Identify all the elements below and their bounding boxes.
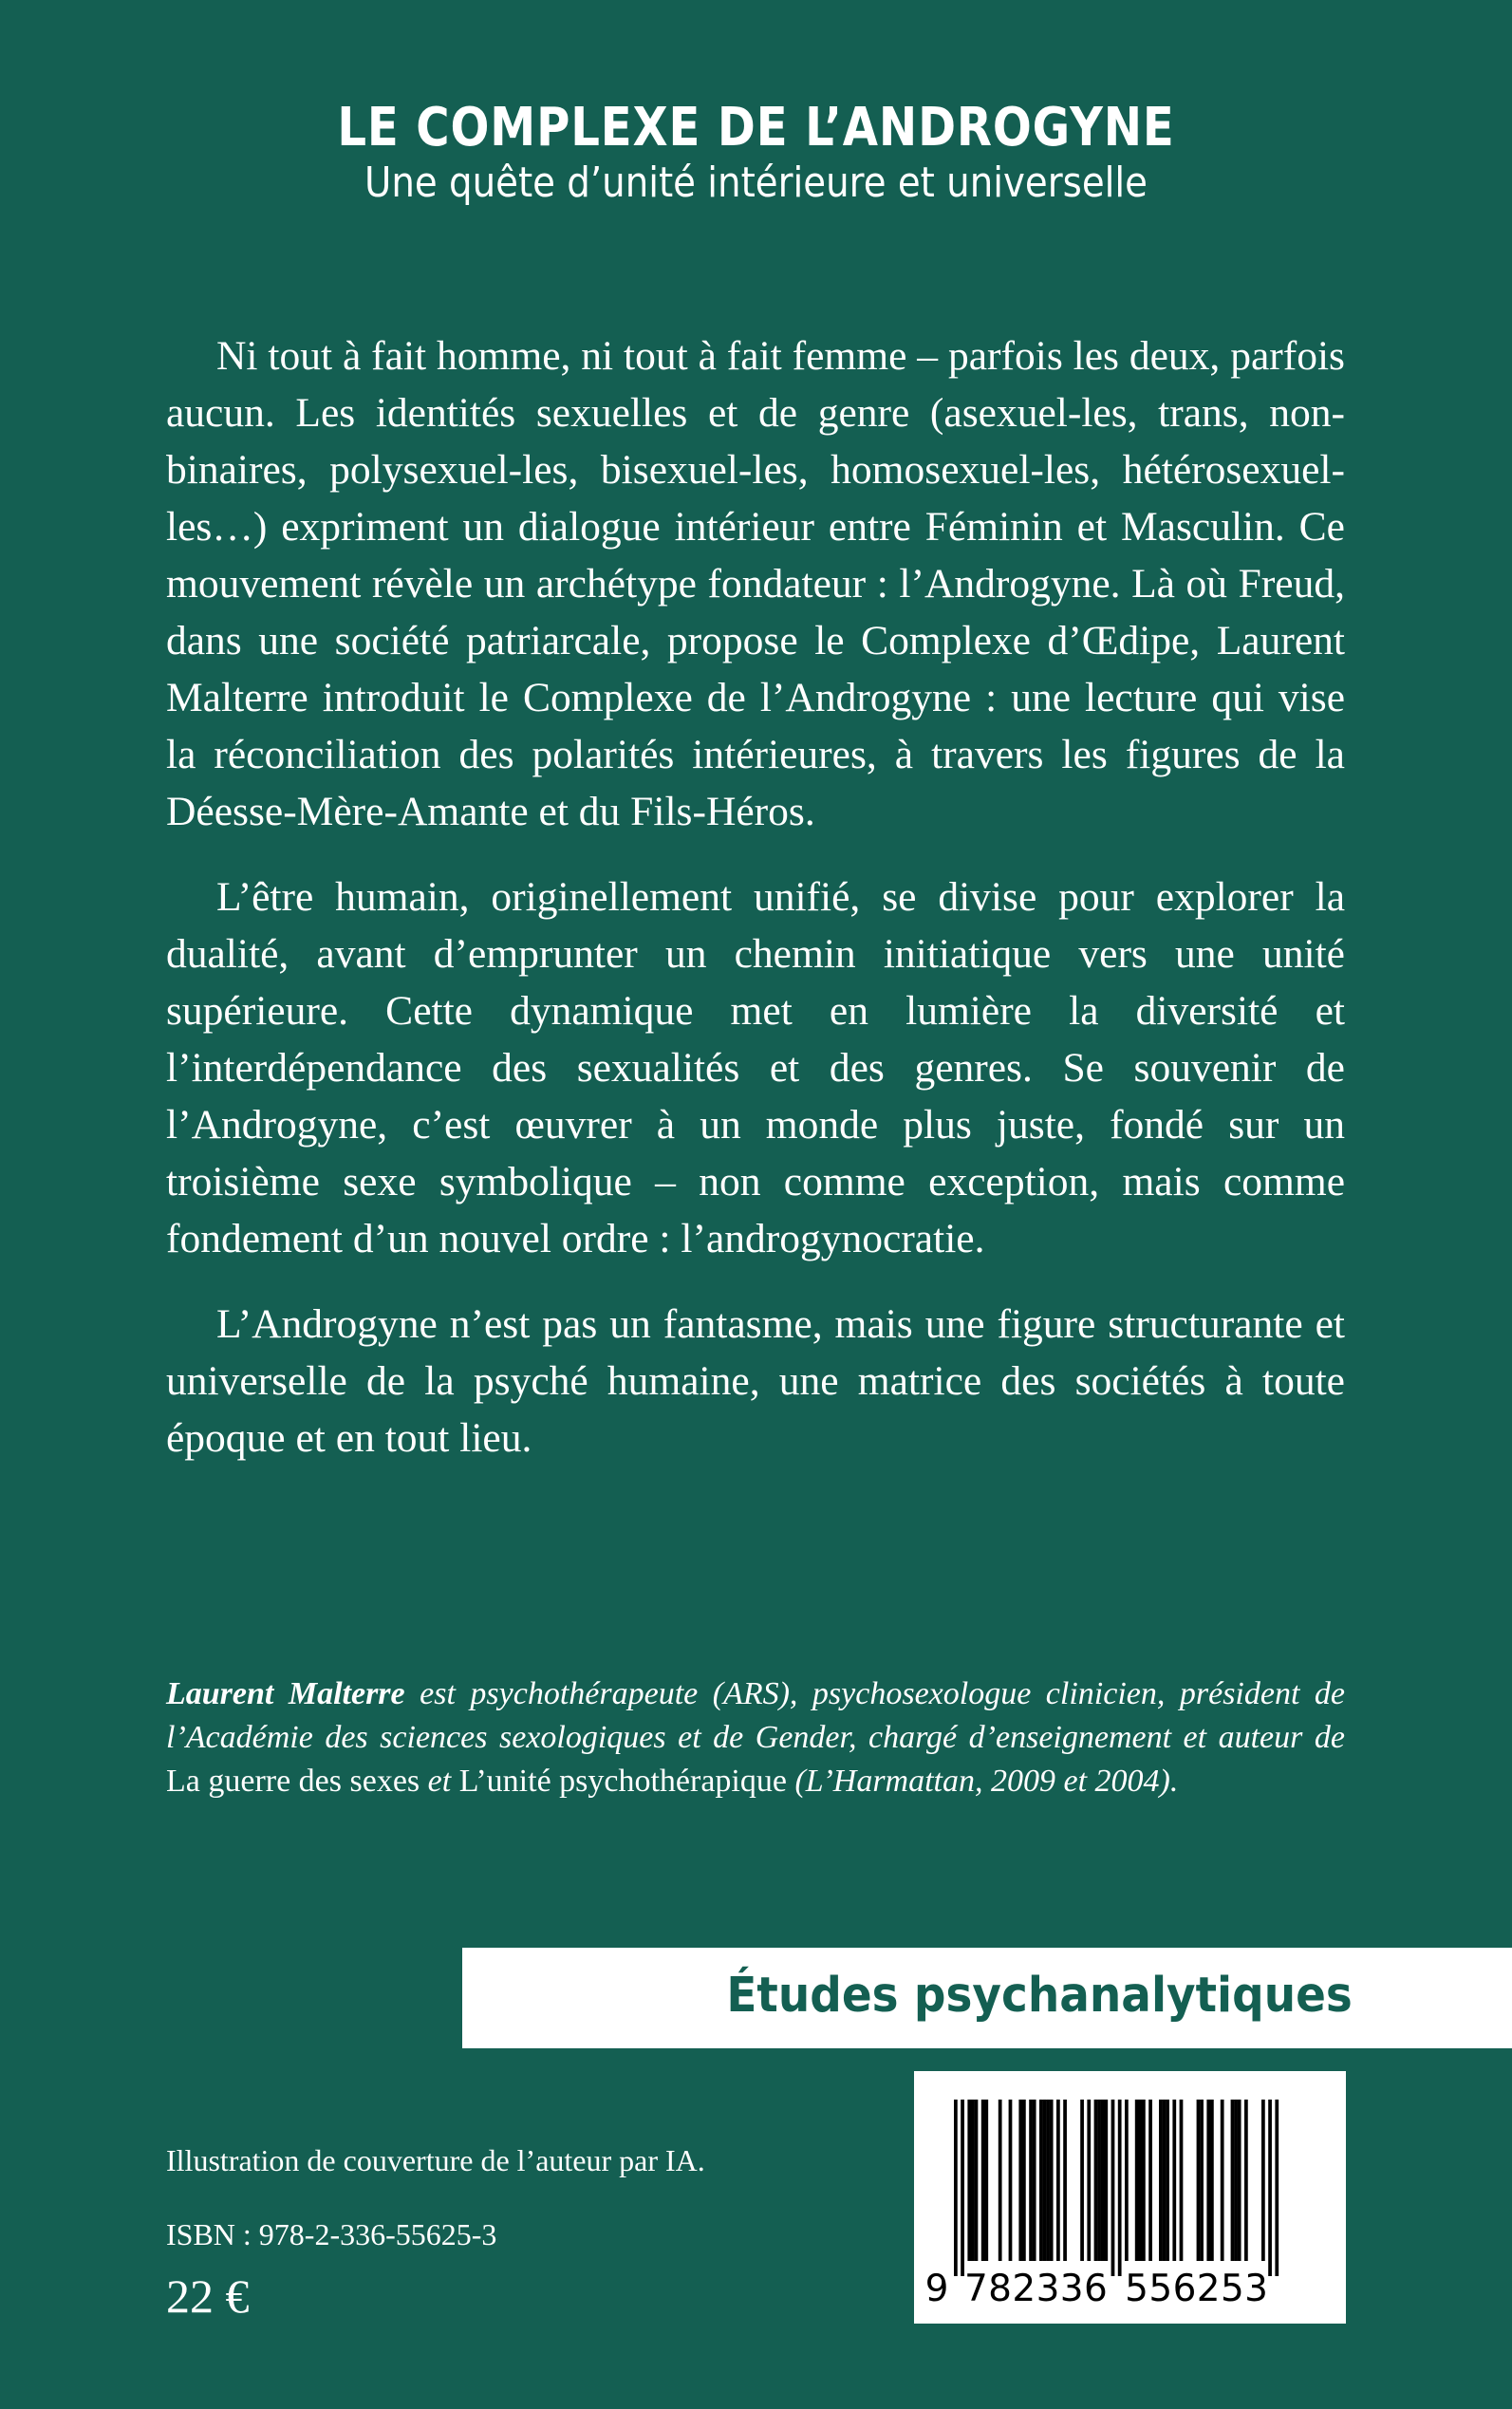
book-subtitle: Une quête d’unité intérieure et universelle: [364, 159, 1148, 207]
barcode-bar: [1097, 2100, 1101, 2261]
barcode-digit: 3: [1059, 2268, 1084, 2310]
barcode-bar: [1022, 2100, 1026, 2261]
summary-text: [166, 327, 1345, 1495]
barcode-digit: 8: [988, 2268, 1013, 2310]
barcode-bar: [1275, 2100, 1279, 2276]
barcode-bar: [1163, 2100, 1167, 2261]
barcode-digit: 5: [1220, 2268, 1244, 2310]
book-title: LE COMPLEXE DE L’ANDROGYNE: [337, 97, 1175, 159]
barcode-bar: [1043, 2100, 1047, 2261]
barcode-digit: 9: [924, 2268, 949, 2310]
barcode-bar: [1261, 2100, 1265, 2261]
cover-credit: Illustration de couverture de l’auteur par IA.: [166, 2143, 705, 2177]
barcode-bar: [1210, 2100, 1214, 2261]
barcode-bar: [1050, 2100, 1054, 2261]
barcode-bar: [1135, 2100, 1139, 2261]
barcode-bar: [1087, 2100, 1091, 2261]
barcode-bar: [1180, 2100, 1184, 2261]
author-bio: [166, 1672, 1345, 1803]
barcode-bar: [1234, 2100, 1238, 2261]
barcode-bar: [1244, 2100, 1248, 2261]
barcode-bar: [1009, 2100, 1013, 2261]
barcode-bar: [1172, 2100, 1176, 2261]
summary-paragraph: L’Androgyne n’est pas un fantasme, mais une figure structurante et universelle de la psyché humaine, une matrice des sociétés à toute époque et en tout lieu.: [166, 1301, 1345, 1461]
author-name: Laurent Malterre: [166, 1676, 405, 1711]
barcode-bar: [1056, 2100, 1060, 2261]
series-band: [462, 1948, 1512, 2048]
barcode-bar: [1101, 2100, 1105, 2261]
barcode-bar: [1206, 2100, 1210, 2261]
barcode-bar: [1063, 2100, 1067, 2261]
barcode-graphic: [914, 2071, 1346, 2324]
barcode-bar: [1238, 2100, 1241, 2261]
barcode-bar: [981, 2100, 985, 2261]
barcode-bar: [1033, 2100, 1036, 2261]
bio-text: (L’Harmattan, 2009 et 2004).: [786, 1764, 1179, 1799]
barcode-bar: [1197, 2100, 1201, 2261]
barcode-bar: [971, 2100, 975, 2261]
barcode-bar: [1018, 2100, 1022, 2261]
summary-paragraph: L’être humain, originellement unifié, se divise pour explorer la dualité, avant d’emprunter un chemin initiatique vers une unité supérieure. Cette dynamique met en lumière la diversité et l’interdépendance des sexualités et des genres. Se souvenir de l’Androgyne, c’est œuvrer à un monde plus juste, fondé sur un troisième sexe symbolique – non comme exception, mais comme fondement d’un nouvel ordre : l’androgynocratie.: [166, 874, 1345, 1261]
barcode-bar: [1111, 2100, 1115, 2276]
barcode-digit: 3: [1036, 2268, 1060, 2310]
barcode-bar: [1148, 2100, 1152, 2261]
barcode-bar: [1039, 2100, 1043, 2261]
barcode-bar: [961, 2100, 964, 2276]
barcode-bar: [1231, 2100, 1235, 2261]
barcode-digit: 2: [1196, 2268, 1221, 2310]
barcode-bar: [1029, 2100, 1033, 2261]
book-reference: L’unité psychothérapique: [458, 1764, 787, 1799]
barcode: [914, 2071, 1346, 2324]
summary-paragraph: Ni tout à fait homme, ni tout à fait femme – parfois les deux, parfois aucun. Les identités sexuelles et de genre (asexuel-les, trans, non-binaires, polysexuel-les, bisexuel-les, homosexuel-les, hétérosexuel-les…) expriment un dialogue intérieur entre Féminin et Masculin. Ce mouvement révèle un archétype fondateur : l’Androgyne. Là où Freud, dans une société patriarcale, propose le Complexe d’Œdipe, Laurent Malterre introduit le Complexe de l’Androgyne : une lecture qui vise la réconciliation des polarités intérieures, à travers les figures de la Déesse-Mère-Amante et du Fils-Héros.: [166, 333, 1345, 834]
price: 22 €: [166, 2269, 250, 2323]
barcode-bar: [1166, 2100, 1169, 2261]
isbn: ISBN : 978-2-336-55625-3: [166, 2217, 497, 2251]
barcode-bar: [1142, 2100, 1146, 2261]
barcode-bar: [1046, 2100, 1050, 2261]
barcode-bar: [999, 2100, 1002, 2261]
barcode-bar: [954, 2100, 958, 2276]
barcode-bar: [1200, 2100, 1204, 2261]
series-label: Études psychanalytiques: [726, 1968, 1353, 2024]
barcode-bar: [1268, 2100, 1272, 2276]
barcode-bar: [1104, 2100, 1108, 2261]
barcode-digit: 5: [1125, 2268, 1149, 2310]
barcode-digit: 3: [1244, 2268, 1269, 2310]
barcode-digit: 6: [1172, 2268, 1197, 2310]
barcode-bar: [1138, 2100, 1142, 2261]
barcode-bar: [967, 2100, 971, 2261]
barcode-digit: 7: [963, 2268, 988, 2310]
barcode-digit: 2: [1012, 2268, 1036, 2310]
bio-text: et: [420, 1764, 459, 1799]
book-reference: La guerre des sexes: [166, 1764, 420, 1799]
barcode-bar: [1080, 2100, 1084, 2261]
barcode-bar: [984, 2100, 988, 2261]
barcode-bar: [1125, 2100, 1129, 2261]
barcode-bar: [1159, 2100, 1163, 2261]
barcode-digit: 6: [1083, 2268, 1108, 2310]
barcode-bar: [1118, 2100, 1122, 2276]
bio-text: est psychothérapeute (ARS), psychosexologue clinicien, président de l’Académie des sciences sexologiques et de Gender, chargé d’enseignement et auteur de: [166, 1676, 1346, 1755]
barcode-digit: 5: [1148, 2268, 1173, 2310]
barcode-bar: [975, 2100, 979, 2261]
barcode-bar: [1221, 2100, 1224, 2261]
barcode-bar: [1094, 2100, 1098, 2261]
